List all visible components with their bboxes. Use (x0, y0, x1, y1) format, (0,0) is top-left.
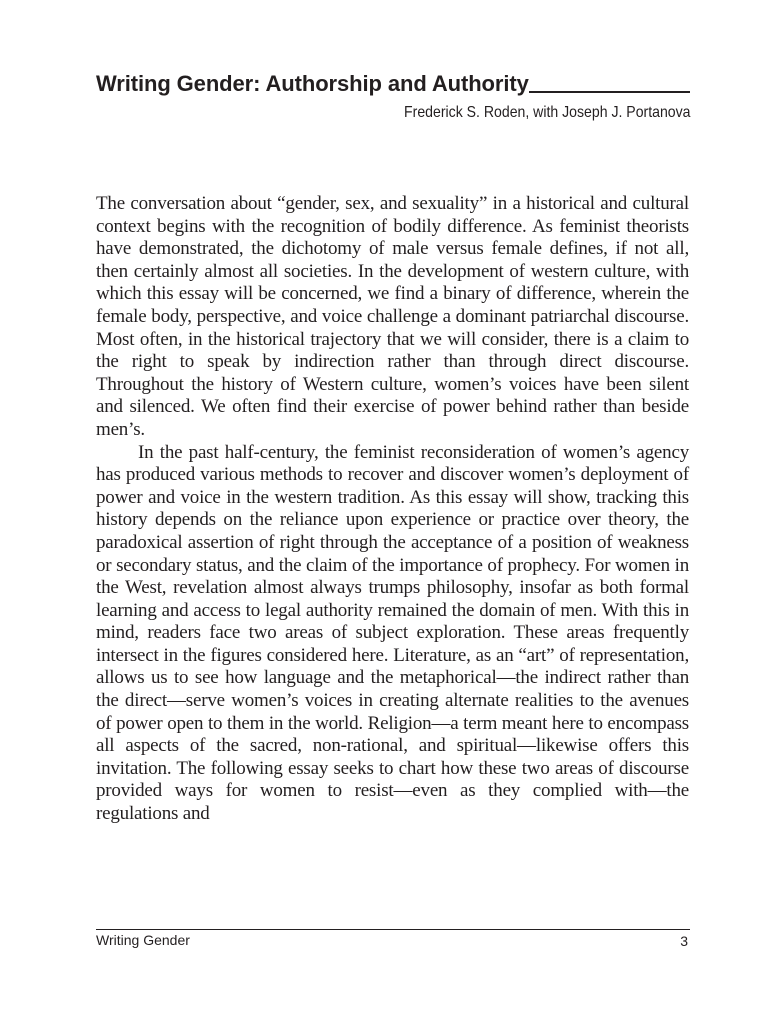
paragraph-2: In the past half-century, the feminist reconsideration of women’s agency has produced various methods to recover and discover women’s deployment of power and voice in the western tradition. As this essay will show, tracking this history depends on the reliance upon experience or practice over theory, the paradoxical assertion of right through the acceptance of a position of weakness or secondary status, and the claim of the importance of prophecy. For women in the West, revelation almost always trumps philosophy, insofar as both formal learning and access to legal authority remained the domain of men. With this in mind, readers face two areas of subject exploration. These areas frequently intersect in the figures considered here. Literature, as an “art” of representation, allows us to see how language and the metaphorical—the indirect rather than the direct—serve women’s voices in creating alternate realities to the avenues of power open to them in the world. Religion—a term meant here to encompass all aspects of the sacred, non-rational, and spiritual—likewise offers this invitation. The following essay seeks to chart how these two areas of discourse provided ways for women to resist—even as they complied with—the regulations and (96, 441, 689, 825)
essay-title: Writing Gender: Authorship and Authority (96, 71, 529, 96)
title-row (96, 70, 690, 98)
page-number: 3 (680, 933, 688, 949)
title-rule (529, 91, 690, 93)
running-title: Writing Gender (96, 932, 190, 948)
footer-rule (96, 929, 690, 930)
body-text (96, 193, 689, 826)
paragraph-1: The conversation about “gender, sex, and sexuality” in a historical and cultural context begins with the recognition of bodily difference. As feminist theorists have demonstrated, the dichotomy of male versus female defines, if not all, then certainly almost all societies. In the development of western culture, with which this essay will be concerned, we find a binary of difference, wherein the female body, perspective, and voice challenge a dominant patriarchal discourse. Most often, in the historical trajectory that we will consider, there is a claim to the right to speak by indirection rather than through direct discourse. Throughout the history of Western culture, women’s voices have been silent and silenced. We often find their exercise of power behind rather than beside men’s. (96, 193, 689, 440)
author-line: Frederick S. Roden, with Joseph J. Portanova (403, 104, 690, 121)
